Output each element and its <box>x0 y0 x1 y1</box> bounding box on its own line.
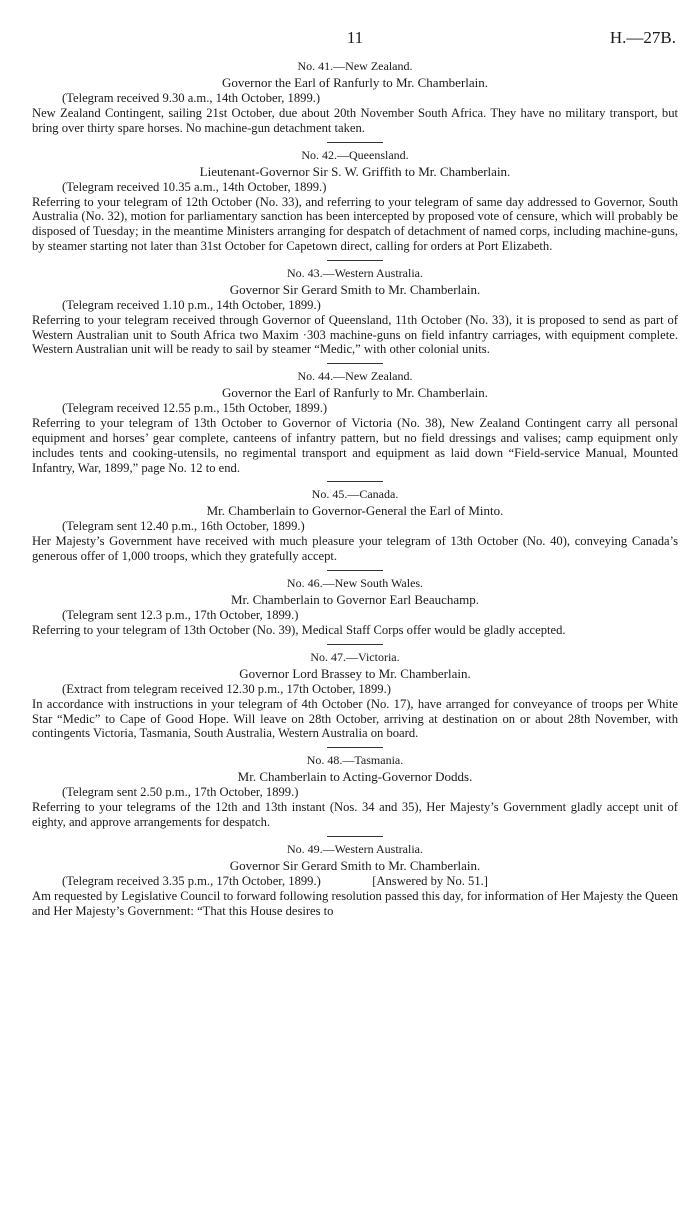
entry-number: No. 41.—New Zealand. <box>297 59 413 73</box>
page-header <box>32 28 678 54</box>
divider <box>327 644 383 645</box>
entry-46 <box>32 575 678 638</box>
entry-telegram-line: (Telegram received 12.55 p.m., 15th October, 1899.) <box>62 401 328 416</box>
entry-route: Mr. Chamberlain to Governor Earl Beauchamp. <box>230 591 479 607</box>
page-number: 11 <box>346 28 364 47</box>
entry-route: Mr. Chamberlain to Governor-General the Earl of Minto. <box>206 503 504 519</box>
entry-number: No. 42.—Queensland. <box>301 147 409 162</box>
entry-telegram-line: (Telegram received 9.30 a.m., 14th October, 1899.) <box>62 91 321 105</box>
entry-47 <box>32 649 678 741</box>
entry-body: Referring to your telegram of 12th October (No. 33), and referring to your telegram of same day addressed to Governor, South Australia (No. 32), motion for parliamentary sanction has been intercepted by proposed vote of censure, which will probably be disposed of Tuesday; in the meantime Ministers arranging for despatch of detachment of named corps, including machine-guns, by steamer starting not later than 31st October for Capetown direct, calling for orders at Port Elizabeth. <box>32 194 678 253</box>
entry-45 <box>32 486 678 564</box>
entry-body: Her Majesty’s Government have received with much pleasure your telegram of 13th October (No. 40), conveying Canada’s generous offer of 1,000 troops, which they gratefully accept. <box>32 534 678 564</box>
entry-telegram-line: (Telegram sent 2.50 p.m., 17th October, 1899.) <box>62 785 299 800</box>
entry-48 <box>32 752 678 830</box>
entry-body: New Zealand Contingent, sailing 21st October, due about 20th November South Africa. They have no military transport, but bring over thirty spare horses. No machine-gun detachment taken. <box>32 106 678 135</box>
entry-route: Governor the Earl of Ranfurly to Mr. Chamberlain. <box>221 75 489 90</box>
entry-telegram-line: (Extract from telegram received 12.30 p.m., 17th October, 1899.) <box>62 681 391 696</box>
entry-number: No. 46.—New South Wales. <box>286 575 424 590</box>
entry-route: Mr. Chamberlain to Acting-Governor Dodds. <box>237 769 473 785</box>
answered-by-note: [Answered by No. 51.] <box>372 873 488 888</box>
entry-49 <box>32 841 678 919</box>
paper-id: H.—27B. <box>609 28 676 47</box>
entry-body: In accordance with instructions in your telegram of 4th October (No. 17), have arranged for conveyance of troops per White Star “Medic” to Cape of Good Hope. Will leave on 28th October, arriving at destination on or about 28th November, with contingents Victoria, Tasmania, South Australia, Western Australia on board. <box>32 696 678 741</box>
entry-route: Governor the Earl of Ranfurly to Mr. Chamberlain. <box>221 385 489 401</box>
divider <box>327 363 383 364</box>
entry-44 <box>32 368 678 475</box>
entry-route: Governor Lord Brassey to Mr. Chamberlain. <box>239 665 471 681</box>
entry-43 <box>32 265 678 357</box>
divider <box>327 836 383 837</box>
entry-body: Referring to your telegram of 13th October (No. 39), Medical Staff Corps offer would be gladly accepted. <box>32 622 566 637</box>
entry-telegram-line: (Telegram received 1.10 p.m., 14th October, 1899.) <box>62 297 321 312</box>
entry-body: Am requested by Legislative Council to forward following resolution passed this day, for information of Her Majesty the Queen and Her Majesty’s Government: “That this House desires to <box>32 888 678 918</box>
telegram-text: (Telegram received 3.35 p.m., 17th October, 1899.) <box>62 873 321 888</box>
entry-body: Referring to your telegram received through Governor of Queensland, 11th October (No. 33), it is proposed to send as part of Western Australian unit to South Africa two Maxim ·303 machine-guns on field infantry carriages, with equipment complete. Western Australian unit will be ready to sail by steamer “Medic,” with other colonial units. <box>32 312 678 357</box>
divider <box>327 747 383 748</box>
entry-route: Lieutenant-Governor Sir S. W. Griffith to Mr. Chamberlain. <box>199 163 511 179</box>
divider <box>327 570 383 571</box>
entry-number: No. 48.—Tasmania. <box>306 753 404 768</box>
entry-telegram-line: (Telegram sent 12.40 p.m., 16th October, 1899.) <box>62 519 305 534</box>
entry-41 <box>32 58 678 136</box>
entry-number: No. 44.—New Zealand. <box>297 369 413 384</box>
divider <box>327 142 383 143</box>
entry-number: No. 49.—Western Australia. <box>286 841 423 856</box>
entry-42 <box>32 147 678 254</box>
entry-telegram-line: (Telegram sent 12.3 p.m., 17th October, 1899.) <box>62 607 299 622</box>
entry-route: Governor Sir Gerard Smith to Mr. Chamberlain. <box>229 857 481 873</box>
entry-telegram-line: (Telegram received 10.35 a.m., 14th October, 1899.) <box>62 179 327 194</box>
divider <box>327 260 383 261</box>
entry-number: No. 45.—Canada. <box>311 487 399 502</box>
entry-number: No. 43.—Western Australia. <box>286 265 423 280</box>
divider <box>327 481 383 482</box>
entry-number: No. 47.—Victoria. <box>310 649 400 664</box>
entry-body: Referring to your telegram of 13th October to Governor of Victoria (No. 38), New Zealand Contingent carry all personal equipment and horses’ gear complete, canteens of infantry pattern, but no field dressings and valises; camp equipment only includes tents and cooking-utensils, no regimental transport and equipment as laid down “Field-service Manual, Mounted Infantry, War, 1899,” page No. 12 to end. <box>32 416 678 475</box>
entry-body: Referring to your telegrams of the 12th and 13th instant (Nos. 34 and 35), Her Majesty’s Government gladly accept unit of eighty, and approve arrangements for despatch. <box>32 800 678 829</box>
entry-telegram-line <box>32 874 678 889</box>
entry-route: Governor Sir Gerard Smith to Mr. Chamberlain. <box>229 281 481 297</box>
